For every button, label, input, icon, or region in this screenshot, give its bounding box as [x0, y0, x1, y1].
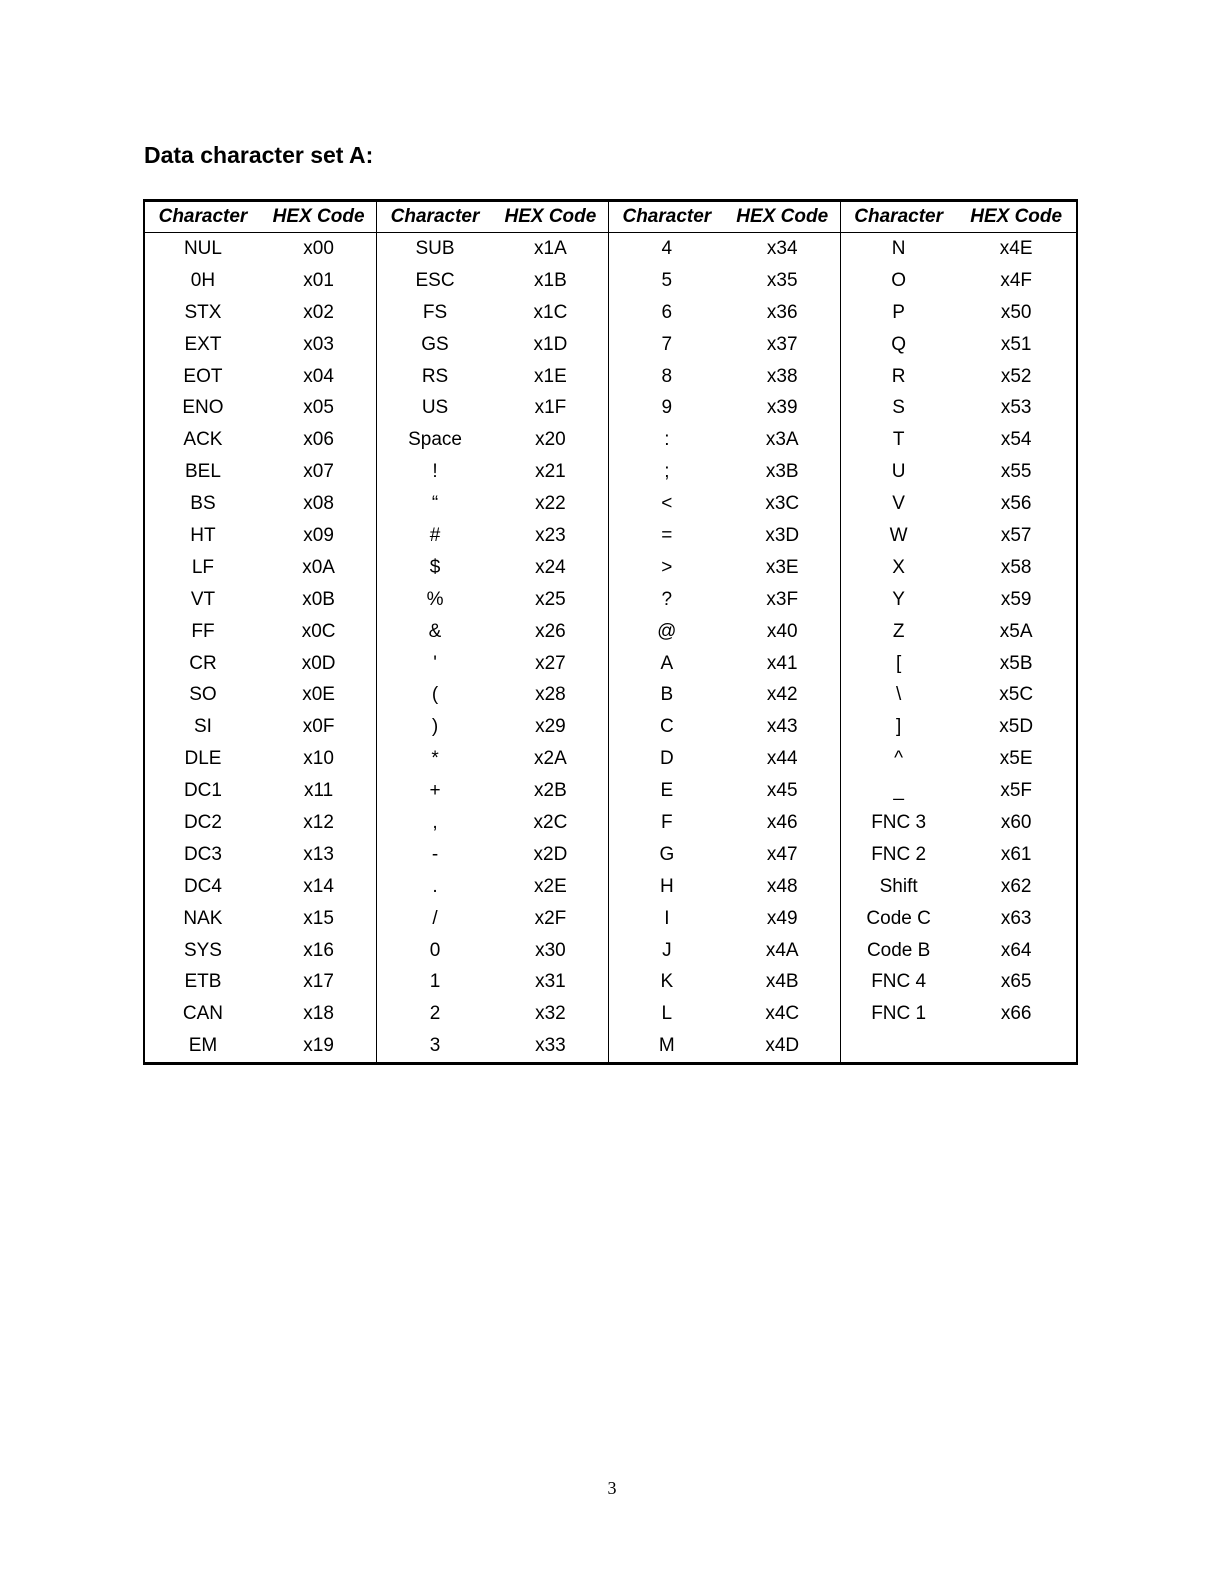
column-header: Character [145, 202, 261, 233]
hex-code-cell [956, 1030, 1076, 1062]
hex-code-cell: x33 [535, 1035, 566, 1057]
character-cell: SYS [183, 939, 222, 961]
hex-code-cell: x0C [301, 620, 336, 642]
hex-code-cell: x48 [766, 875, 798, 897]
character-cell: 6 [609, 297, 725, 329]
hex-code-cell: x01 [303, 269, 334, 291]
hex-code-cell: x28 [535, 684, 566, 706]
hex-code-cell: x4E [999, 237, 1033, 259]
hex-code-cell: x57 [1000, 524, 1032, 546]
character-cell: # [377, 520, 493, 552]
hex-code-cell: x54 [1000, 429, 1032, 451]
character-cell: - [377, 839, 493, 871]
hex-code-cell: x2D [533, 843, 568, 865]
character-cell: 9 [609, 392, 725, 424]
character-cell: Q [840, 329, 956, 361]
hex-code-cell: x03 [303, 333, 334, 355]
character-set-table [143, 199, 1078, 1065]
column-header: Character [609, 202, 725, 233]
hex-code-cell: x04 [303, 365, 334, 387]
hex-code-cell: x22 [535, 493, 566, 515]
character-cell: ENO [182, 397, 224, 419]
character-cell: N [840, 233, 956, 265]
table-row [145, 679, 1076, 711]
character-cell: ( [377, 679, 493, 711]
character-cell: 4 [609, 233, 725, 265]
table-row [145, 871, 1076, 903]
hex-code-cell: x5B [999, 652, 1033, 674]
hex-code-cell: x3B [765, 461, 799, 483]
hex-code-cell: x1A [534, 237, 567, 259]
character-cell: ] [840, 711, 956, 743]
character-cell: EOT [183, 365, 223, 387]
character-cell: DC1 [183, 780, 222, 802]
character-cell [840, 1030, 956, 1062]
character-cell: FNC 3 [840, 807, 956, 839]
character-cell: S [840, 392, 956, 424]
hex-code-cell: x06 [303, 429, 334, 451]
character-cell: SO [189, 684, 217, 706]
table-row [145, 903, 1076, 935]
table-row [145, 711, 1076, 743]
hex-code-cell: x58 [1000, 556, 1032, 578]
character-cell: K [609, 966, 725, 998]
table-row [145, 233, 1076, 265]
character-cell: * [377, 743, 493, 775]
hex-code-cell: x13 [303, 843, 334, 865]
character-cell: EXT [184, 333, 222, 355]
character-cell: > [609, 552, 725, 584]
hex-code-cell: x10 [303, 748, 334, 770]
character-cell: ETB [184, 971, 222, 993]
hex-code-cell: x55 [1000, 461, 1032, 483]
hex-code-cell: x27 [535, 652, 566, 674]
hex-code-cell: x26 [535, 620, 566, 642]
hex-code-cell: x2A [534, 748, 567, 770]
hex-code-cell: x60 [1000, 811, 1032, 833]
hex-code-cell: x49 [766, 907, 798, 929]
character-cell: F [609, 807, 725, 839]
hex-code-cell: x12 [303, 811, 334, 833]
hex-code-cell: x1E [534, 365, 567, 387]
hex-code-cell: x3C [765, 493, 800, 515]
hex-code-cell: x4D [765, 1035, 800, 1057]
character-cell: W [840, 520, 956, 552]
character-cell: 1 [377, 966, 493, 998]
hex-code-cell: x25 [535, 588, 566, 610]
table-row [145, 424, 1076, 456]
hex-code-cell: x05 [303, 397, 334, 419]
table-row [145, 265, 1076, 297]
hex-code-cell: x5E [999, 748, 1033, 770]
hex-code-cell: x5A [999, 620, 1033, 642]
hex-code-cell: x61 [1000, 843, 1032, 865]
character-cell: Space [377, 424, 493, 456]
character-cell: Code B [840, 935, 956, 967]
page-number: 3 [607, 1478, 617, 1498]
table-row [145, 488, 1076, 520]
character-cell: 7 [609, 329, 725, 361]
hex-code-cell: x43 [766, 716, 798, 738]
character-cell: ESC [377, 265, 493, 297]
character-cell: FS [377, 297, 493, 329]
hex-code-cell: x1F [534, 397, 567, 419]
table-row [145, 966, 1076, 998]
hex-code-cell: x65 [1000, 971, 1032, 993]
character-cell: = [609, 520, 725, 552]
character-cell: 8 [609, 361, 725, 393]
hex-code-cell: x16 [303, 939, 334, 961]
character-cell: ^ [840, 743, 956, 775]
hex-code-cell: x64 [1000, 939, 1032, 961]
table-row [145, 807, 1076, 839]
character-cell: ) [377, 711, 493, 743]
character-cell: R [840, 361, 956, 393]
character-cell: $ [377, 552, 493, 584]
hex-code-cell: x1D [533, 333, 568, 355]
hex-code-cell: x20 [535, 429, 566, 451]
character-cell: ? [609, 584, 725, 616]
character-cell: C [609, 711, 725, 743]
hex-code-cell: x17 [303, 971, 334, 993]
character-cell: . [377, 871, 493, 903]
character-cell: 0H [190, 269, 216, 291]
hex-code-cell: x0E [302, 684, 335, 706]
character-cell: I [609, 903, 725, 935]
hex-code-cell: x02 [303, 301, 334, 323]
table-row [145, 648, 1076, 680]
hex-code-cell: x08 [303, 493, 334, 515]
hex-code-cell: x3A [765, 429, 799, 451]
hex-code-cell: x5D [999, 716, 1034, 738]
character-cell: FF [191, 620, 215, 642]
table-header-row [145, 202, 1076, 233]
character-cell: DC2 [183, 811, 222, 833]
character-cell: GS [377, 329, 493, 361]
hex-code-cell: x14 [303, 875, 334, 897]
character-cell: STX [184, 301, 222, 323]
hex-code-cell: x63 [1000, 907, 1032, 929]
character-cell: 0 [377, 935, 493, 967]
hex-code-cell: x40 [766, 620, 798, 642]
character-cell: Y [840, 584, 956, 616]
character-cell: Z [840, 616, 956, 648]
hex-code-cell: x45 [766, 780, 798, 802]
character-cell: ACK [183, 429, 223, 451]
character-cell: HT [190, 524, 216, 546]
hex-code-cell: x09 [303, 524, 334, 546]
hex-code-cell: x2B [534, 780, 567, 802]
character-cell: NAK [183, 907, 223, 929]
hex-code-cell: x5F [1000, 780, 1033, 802]
character-cell: A [609, 648, 725, 680]
character-cell: “ [377, 488, 493, 520]
character-cell: & [377, 616, 493, 648]
character-cell: _ [840, 775, 956, 807]
character-cell: , [377, 807, 493, 839]
hex-code-cell: x3F [766, 588, 799, 610]
hex-code-cell: x1B [534, 269, 567, 291]
character-cell: SUB [377, 233, 493, 265]
hex-code-cell: x3E [765, 556, 799, 578]
hex-code-cell: x0B [302, 588, 335, 610]
character-cell: % [377, 584, 493, 616]
table-row [145, 839, 1076, 871]
character-cell: V [840, 488, 956, 520]
character-cell: ; [609, 456, 725, 488]
hex-code-cell: x11 [303, 780, 334, 802]
table-row [145, 935, 1076, 967]
character-cell: B [609, 679, 725, 711]
hex-code-cell: x47 [766, 843, 798, 865]
table-row [145, 297, 1076, 329]
page-title: Data character set A: [144, 142, 374, 168]
table-row [145, 456, 1076, 488]
hex-code-cell: x1C [533, 301, 568, 323]
character-cell: SI [193, 716, 212, 738]
hex-code-cell: x5C [999, 684, 1034, 706]
hex-code-cell: x3D [765, 524, 800, 546]
hex-code-cell: x41 [766, 652, 798, 674]
character-cell: T [840, 424, 956, 456]
table-row [145, 584, 1076, 616]
character-cell: H [609, 871, 725, 903]
hex-code-cell: x38 [766, 365, 798, 387]
column-header: HEX Code [493, 202, 609, 233]
hex-code-cell: x24 [535, 556, 566, 578]
hex-code-cell: x32 [535, 1003, 566, 1025]
hex-code-cell: x21 [535, 461, 566, 483]
hex-code-cell: x4C [765, 1003, 800, 1025]
character-cell: G [609, 839, 725, 871]
character-cell: @ [609, 616, 725, 648]
hex-code-cell: x0A [302, 556, 335, 578]
hex-code-cell: x37 [766, 333, 798, 355]
character-cell: LF [191, 556, 215, 578]
character-cell: DC3 [183, 843, 222, 865]
hex-code-cell: x36 [766, 301, 798, 323]
character-cell: \ [840, 679, 956, 711]
character-cell: : [609, 424, 725, 456]
hex-code-cell: x34 [766, 237, 798, 259]
hex-code-cell: x30 [535, 939, 566, 961]
hex-code-cell: x0F [302, 716, 335, 738]
hex-code-cell: x53 [1000, 397, 1032, 419]
character-cell: FNC 2 [840, 839, 956, 871]
hex-code-cell: x44 [766, 748, 798, 770]
hex-code-cell: x07 [303, 461, 334, 483]
character-cell: US [377, 392, 493, 424]
character-cell: [ [840, 648, 956, 680]
character-cell: EM [188, 1035, 218, 1057]
character-cell: D [609, 743, 725, 775]
hex-code-cell: x59 [1000, 588, 1032, 610]
character-cell: FNC 1 [840, 998, 956, 1030]
table-row [145, 775, 1076, 807]
character-cell: U [840, 456, 956, 488]
table-row [145, 329, 1076, 361]
hex-code-cell: x15 [303, 907, 334, 929]
character-cell: Shift [840, 871, 956, 903]
hex-code-cell: x00 [303, 237, 334, 259]
hex-code-cell: x2C [533, 811, 568, 833]
character-cell: L [609, 998, 725, 1030]
table-row [145, 616, 1076, 648]
character-cell: ' [377, 648, 493, 680]
column-header: Character [840, 202, 956, 233]
hex-code-cell: x4B [765, 971, 799, 993]
table-row [145, 361, 1076, 393]
hex-code-cell: x31 [535, 971, 566, 993]
hex-code-cell: x51 [1000, 333, 1032, 355]
character-cell: M [609, 1030, 725, 1062]
character-cell: E [609, 775, 725, 807]
character-cell: CR [189, 652, 217, 674]
character-cell: CAN [182, 1003, 224, 1025]
hex-code-cell: x46 [766, 811, 798, 833]
table-body [145, 233, 1076, 1063]
column-header: HEX Code [725, 202, 841, 233]
hex-code-cell: x62 [1000, 875, 1032, 897]
character-cell: 3 [377, 1030, 493, 1062]
hex-code-cell: x0D [301, 652, 336, 674]
hex-code-cell: x2F [534, 907, 567, 929]
hex-code-cell: x23 [535, 524, 566, 546]
hex-code-cell: x19 [303, 1035, 334, 1057]
hex-code-cell: x29 [535, 716, 566, 738]
character-cell: X [840, 552, 956, 584]
character-cell: VT [190, 588, 216, 610]
character-cell: DC4 [183, 875, 222, 897]
character-cell: J [609, 935, 725, 967]
character-cell: + [377, 775, 493, 807]
column-header: Character [377, 202, 493, 233]
character-cell: / [377, 903, 493, 935]
hex-code-cell: x35 [766, 269, 798, 291]
character-cell: O [840, 265, 956, 297]
hex-code-cell: x18 [303, 1003, 334, 1025]
character-cell: DLE [184, 748, 222, 770]
table-row [145, 743, 1076, 775]
character-cell: ! [377, 456, 493, 488]
character-cell: FNC 4 [840, 966, 956, 998]
table-row [145, 520, 1076, 552]
character-cell: 5 [609, 265, 725, 297]
character-cell: RS [377, 361, 493, 393]
column-header: HEX Code [956, 202, 1076, 233]
hex-code-cell: x4F [1000, 269, 1033, 291]
column-header: HEX Code [261, 202, 377, 233]
table-row [145, 392, 1076, 424]
table-row [145, 552, 1076, 584]
hex-code-cell: x66 [1000, 1003, 1032, 1025]
hex-code-cell: x4A [765, 939, 799, 961]
hex-code-cell: x52 [1000, 365, 1032, 387]
character-cell: BS [190, 493, 216, 515]
character-cell: P [840, 297, 956, 329]
table-row [145, 998, 1076, 1030]
hex-code-cell: x2E [534, 875, 567, 897]
character-cell: BEL [184, 461, 221, 483]
hex-code-cell: x56 [1000, 493, 1032, 515]
hex-code-cell: x39 [766, 397, 798, 419]
character-cell: NUL [183, 237, 222, 259]
hex-code-cell: x50 [1000, 301, 1032, 323]
character-cell: 2 [377, 998, 493, 1030]
character-cell: Code C [840, 903, 956, 935]
hex-code-cell: x42 [766, 684, 798, 706]
character-cell: < [609, 488, 725, 520]
table-row [145, 1030, 1076, 1062]
